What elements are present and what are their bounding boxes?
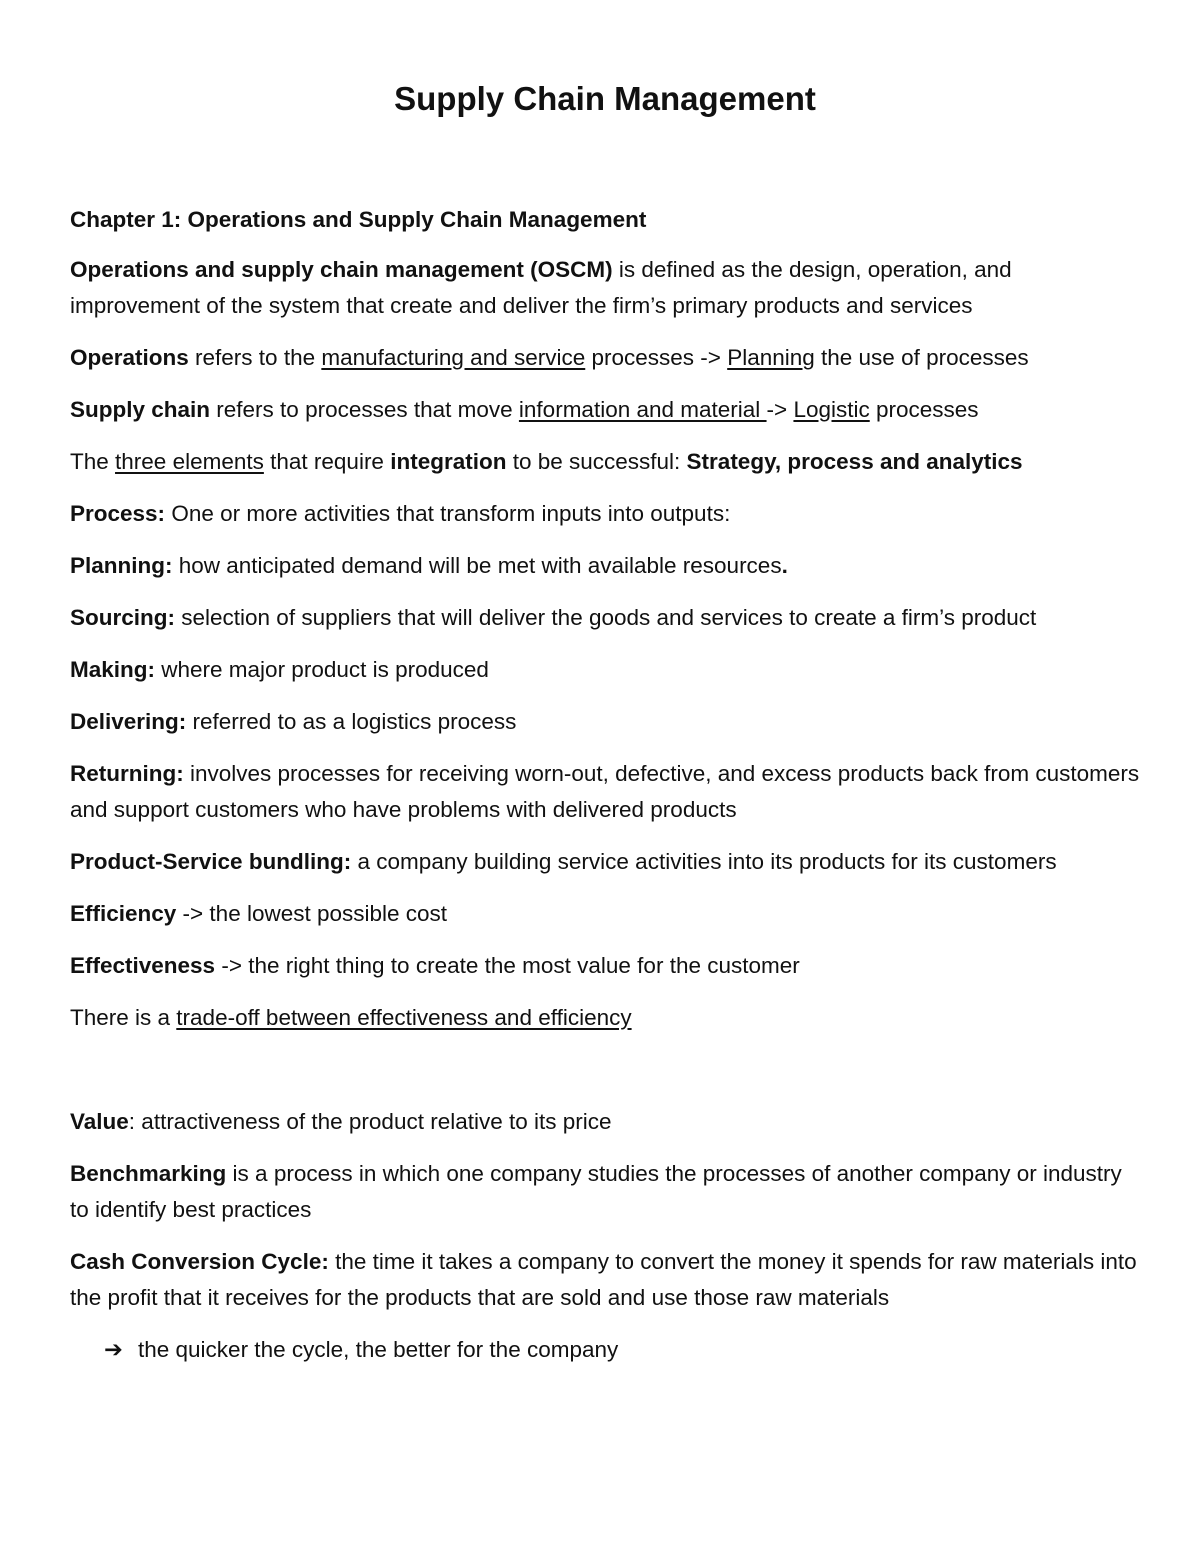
text-span: that require: [263, 449, 391, 474]
definition-text: where major product is produced: [155, 657, 489, 682]
term-process: Process:: [70, 501, 166, 526]
underlined-phrase: trade-off between effectiveness and efficiency: [176, 1005, 632, 1030]
underlined-phrase: Planning: [727, 345, 815, 370]
term-delivering: Delivering:: [70, 709, 187, 734]
underlined-phrase: manufacturing and service: [321, 345, 586, 370]
underlined-phrase: Logistic: [793, 397, 870, 422]
text-span: the use of processes: [814, 345, 1029, 370]
definition-supply-chain: [70, 392, 1140, 428]
definition-text: -> the right thing to create the most value for the customer: [215, 953, 800, 978]
definition-text: a company building service activities into its products for its customers: [351, 849, 1057, 874]
bold-phrase: Strategy, process and analytics: [686, 449, 1023, 474]
definition-text: : attractiveness of the product relative to its price: [128, 1109, 612, 1134]
term-supply-chain: Supply chain: [70, 397, 211, 422]
definition-text: is defined as the design, operation, and improvement of the system that create and deliver the firm’s primary products and services: [70, 257, 1012, 318]
definition-text: how anticipated demand will be met with available resources: [172, 553, 782, 578]
definition-sourcing: [70, 600, 1140, 636]
definition-process: [70, 496, 1140, 532]
term-operations: Operations: [70, 345, 189, 370]
page-title: Supply Chain Management: [394, 80, 816, 117]
definition-text: -> the lowest possible cost: [176, 901, 448, 926]
underlined-phrase: information and material: [518, 397, 767, 422]
definition-text: involves processes for receiving worn-out, defective, and excess products back from customers and support customers who have problems with delivered products: [70, 761, 1140, 822]
definition-cash-conversion-cycle: [70, 1244, 1140, 1316]
term-efficiency: Efficiency: [70, 901, 177, 926]
text-span: processes: [869, 397, 979, 422]
definition-efficiency: [70, 896, 1140, 932]
definition-making: [70, 652, 1140, 688]
text-span: processes ->: [585, 345, 728, 370]
term-product-service-bundling: Product-Service bundling:: [70, 849, 352, 874]
bold-phrase: integration: [390, 449, 507, 474]
term-oscm: Operations and supply chain management (OSCM): [70, 257, 613, 282]
definition-operations: [70, 340, 1140, 376]
term-planning: Planning:: [70, 553, 173, 578]
text-span: to be successful:: [506, 449, 687, 474]
definition-value: [70, 1104, 1140, 1140]
term-benchmarking: Benchmarking: [70, 1161, 227, 1186]
document-page: [70, 70, 1140, 1368]
definition-delivering: [70, 704, 1140, 740]
definition-benchmarking: [70, 1156, 1140, 1228]
text-span: The: [70, 449, 116, 474]
term-value: Value: [70, 1109, 129, 1134]
definition-returning: [70, 756, 1140, 828]
arrow-right-icon: ➔: [104, 1337, 123, 1362]
definition-oscm: [70, 252, 1140, 324]
definition-text: the time it takes a company to convert the money it spends for raw materials into the profit that it receives for the products that are sold and use those raw materials: [70, 1249, 1137, 1310]
term-making: Making:: [70, 657, 156, 682]
definition-text: referred to as a logistics process: [186, 709, 517, 734]
definition-text: is a process in which one company studies the processes of another company or industry to identify best practices: [70, 1161, 1122, 1222]
definition-text: One or more activities that transform inputs into outputs:: [165, 501, 731, 526]
chapter-heading: Chapter 1: Operations and Supply Chain Management: [70, 207, 647, 232]
underlined-phrase: three elements: [115, 449, 264, 474]
definition-product-service-bundling: [70, 844, 1140, 880]
text-span: refers to processes that move: [210, 397, 519, 422]
term-effectiveness: Effectiveness: [70, 953, 216, 978]
text-span: There is a: [70, 1005, 177, 1030]
definition-planning: [70, 548, 1140, 584]
definition-effectiveness: [70, 948, 1140, 984]
bold-period: .: [781, 553, 788, 578]
bullet-item: [70, 1332, 1140, 1368]
text-span: ->: [766, 397, 794, 422]
bullet-text: the quicker the cycle, the better for the company: [138, 1337, 619, 1362]
trade-off-note: [70, 1000, 1140, 1036]
text-span: refers to the: [188, 345, 322, 370]
term-sourcing: Sourcing:: [70, 605, 175, 630]
term-cash-conversion-cycle: Cash Conversion Cycle:: [70, 1249, 329, 1274]
three-elements: [70, 444, 1140, 480]
definition-text: selection of suppliers that will deliver the goods and services to create a firm’s product: [175, 605, 1037, 630]
term-returning: Returning:: [70, 761, 184, 786]
